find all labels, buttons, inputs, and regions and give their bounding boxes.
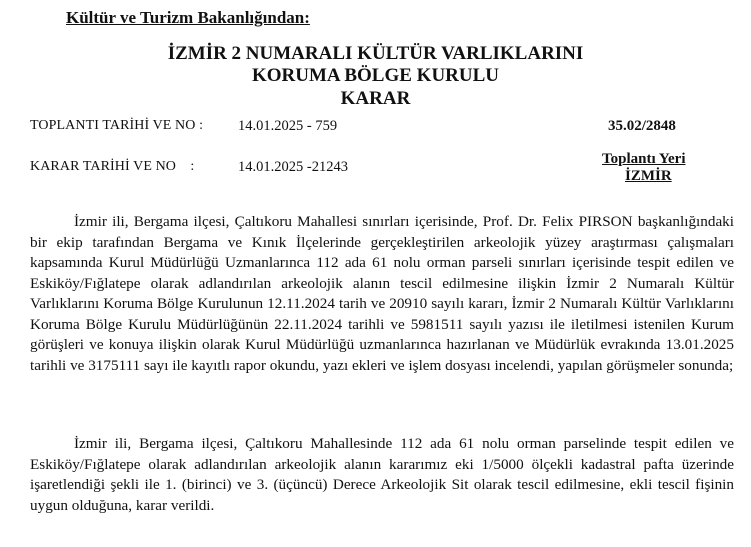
title-line-3: KARAR	[340, 88, 411, 109]
decision-date-label: KARAR TARİHİ VE NO :	[30, 159, 195, 174]
body-paragraph-1: İzmir ili, Bergama ilçesi, Çaltıkoru Mahallesi sınırları içerisinde, Prof. Dr. Felix PIRSON başkanlığındaki bir ekip tarafından Bergama ve Kınık İlçelerinde gerçekleştirilen arkeolojik yüzey araştırması çalışmaları kapsamında Kurul Müdürlüğü Uzmanlarınca 112 ada 61 nolu orman parseli sınırları içerisinde tespit edilen ve Eskiköy/Fığlatepe olarak adlandırılan arkeolojik alanın tescil edilmesine ilişkin İzmir 2 Numaralı Kültür Varlıklarını Koruma Bölge Kurulunun 12.11.2024 tarih ve 20910 sayılı kararı, İzmir 2 Numaralı Kültür Varlıklarını Koruma Bölge Kurulu Müdürlüğünün 22.11.2024 tarihli ve 5981511 sayılı yazısı ile iletilmesi istenilen Kurum görüşleri ve konuya ilişkin olarak Kurul Müdürlüğü uzmanlarınca hazırlanan ve Müdürlük evrakında 13.01.2025 tarihli ve 3175111 sayı ile kayıtlı rapor okundu, yazı ekleri ve işlem dosyası incelendi, yapılan görüşmeler sonunda;	[30, 213, 734, 374]
title-line-1: İZMİR 2 NUMARALI KÜLTÜR VARLIKLARINI	[167, 43, 584, 64]
title-line-2: KORUMA BÖLGE KURULU	[251, 65, 500, 86]
meeting-place-label: Toplantı Yeri	[602, 151, 686, 167]
meeting-date-value: 14.01.2025 - 759	[238, 118, 338, 134]
body-paragraph-2: İzmir ili, Bergama ilçesi, Çaltıkoru Mahallesinde 112 ada 61 nolu orman parselinde tespit edilen ve Eskiköy/Fığlatepe olarak adlandırılan arkeolojik alanın kararımız eki 1/5000 ölçekli kadastral pafta üzerinde işaretlendiği şekli ile 1. (birinci) ve 3. (üçüncü) Derece Arkeolojik Sit olarak tescil edilmesine, ekli tescil fişinin uygun olduğuna, karar verildi.	[30, 435, 734, 514]
meeting-date-label: TOPLANTI TARİHİ VE NO :	[30, 118, 204, 133]
meeting-place-value: İZMİR	[625, 168, 672, 184]
ministry-heading: Kültür ve Turizm Bakanlığından:	[66, 8, 310, 27]
reference-number: 35.02/2848	[608, 118, 676, 134]
decision-date-value: 14.01.2025 -21243	[238, 159, 348, 175]
